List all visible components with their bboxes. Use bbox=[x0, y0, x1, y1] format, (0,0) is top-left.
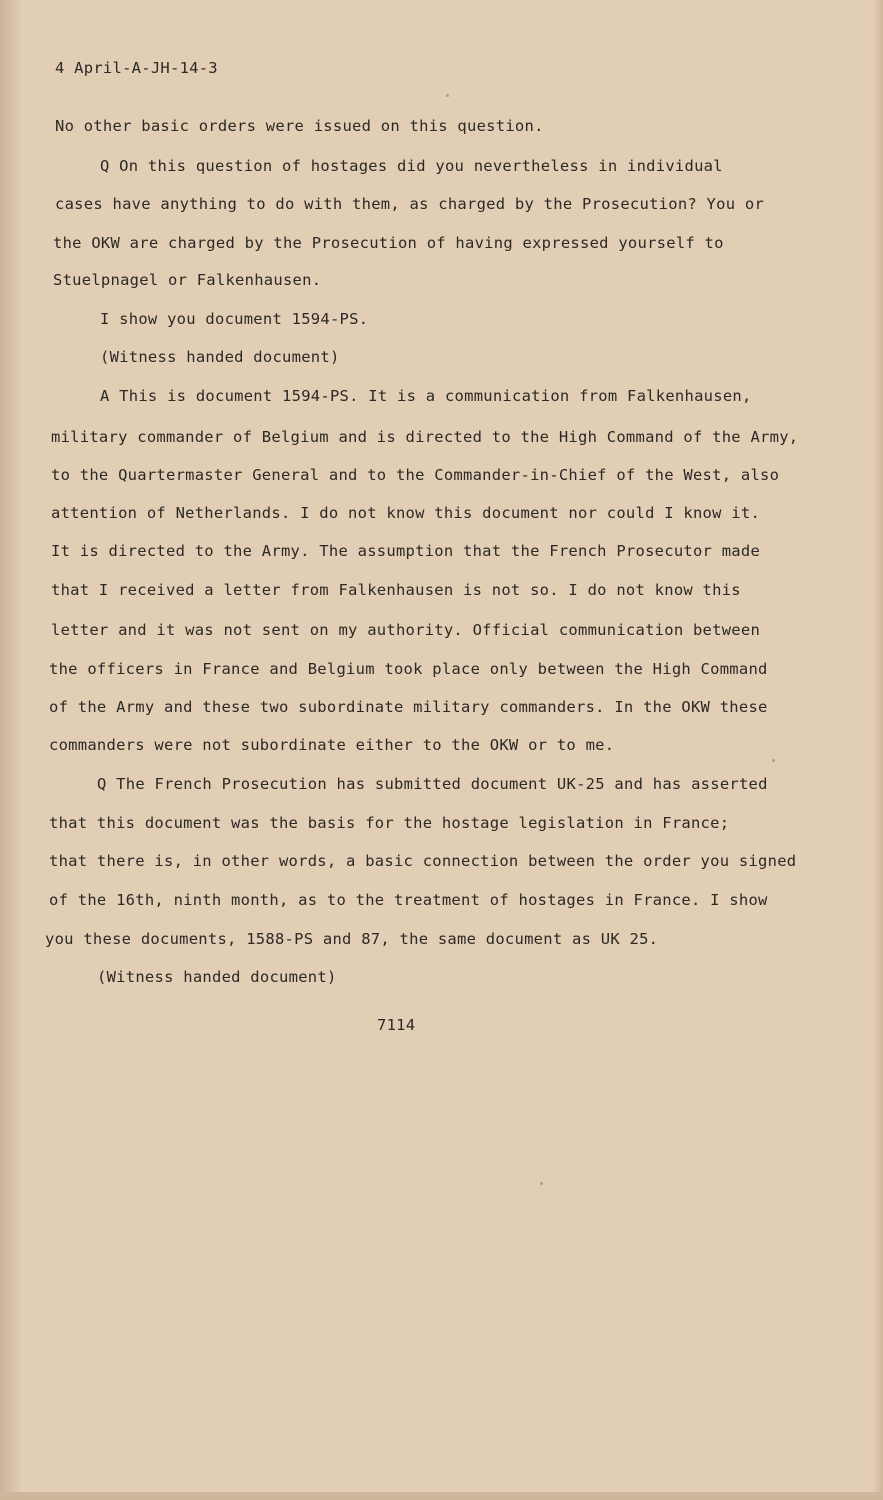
text-line: attention of Netherlands. I do not know this document nor could I know it. bbox=[51, 504, 761, 522]
paper-right-edge bbox=[873, 0, 883, 1500]
paper-speck bbox=[446, 94, 449, 97]
text-line: (Witness handed document) bbox=[100, 348, 340, 366]
text-line: Q On this question of hostages did you nevertheless in individual bbox=[100, 157, 723, 175]
document-reference-header: 4 April-A-JH-14-3 bbox=[55, 59, 218, 77]
paper-bottom-edge bbox=[0, 1492, 883, 1500]
paper-left-edge bbox=[0, 0, 22, 1500]
text-line: I show you document 1594-PS. bbox=[100, 310, 369, 328]
text-line: military commander of Belgium and is directed to the High Command of the Army, bbox=[51, 428, 799, 446]
text-line: that this document was the basis for the hostage legislation in France; bbox=[49, 814, 730, 832]
text-line: A This is document 1594-PS. It is a communication from Falkenhausen, bbox=[100, 387, 752, 405]
text-line: Q The French Prosecution has submitted document UK-25 and has asserted bbox=[97, 775, 768, 793]
text-line: Stuelpnagel or Falkenhausen. bbox=[53, 271, 322, 289]
text-line: you these documents, 1588-PS and 87, the same document as UK 25. bbox=[45, 930, 659, 948]
text-line: the OKW are charged by the Prosecution of having expressed yourself to bbox=[53, 234, 724, 252]
text-line: that there is, in other words, a basic connection between the order you signed bbox=[49, 852, 797, 870]
paper-speck bbox=[772, 759, 775, 762]
text-line: of the Army and these two subordinate military commanders. In the OKW these bbox=[49, 698, 768, 716]
paper-speck bbox=[540, 1182, 543, 1185]
text-line: It is directed to the Army. The assumption that the French Prosecutor made bbox=[51, 542, 761, 560]
page-number: 7114 bbox=[377, 1016, 416, 1034]
text-line: cases have anything to do with them, as charged by the Prosecution? You or bbox=[55, 195, 765, 213]
text-line: letter and it was not sent on my authority. Official communication between bbox=[51, 621, 761, 639]
text-line: No other basic orders were issued on this question. bbox=[55, 117, 544, 135]
text-line: (Witness handed document) bbox=[97, 968, 337, 986]
text-line: commanders were not subordinate either to the OKW or to me. bbox=[49, 736, 615, 754]
text-line: of the 16th, ninth month, as to the treatment of hostages in France. I show bbox=[49, 891, 768, 909]
text-line: that I received a letter from Falkenhausen is not so. I do not know this bbox=[51, 581, 741, 599]
text-line: the officers in France and Belgium took place only between the High Command bbox=[49, 660, 768, 678]
text-line: to the Quartermaster General and to the Commander-in-Chief of the West, also bbox=[51, 466, 780, 484]
